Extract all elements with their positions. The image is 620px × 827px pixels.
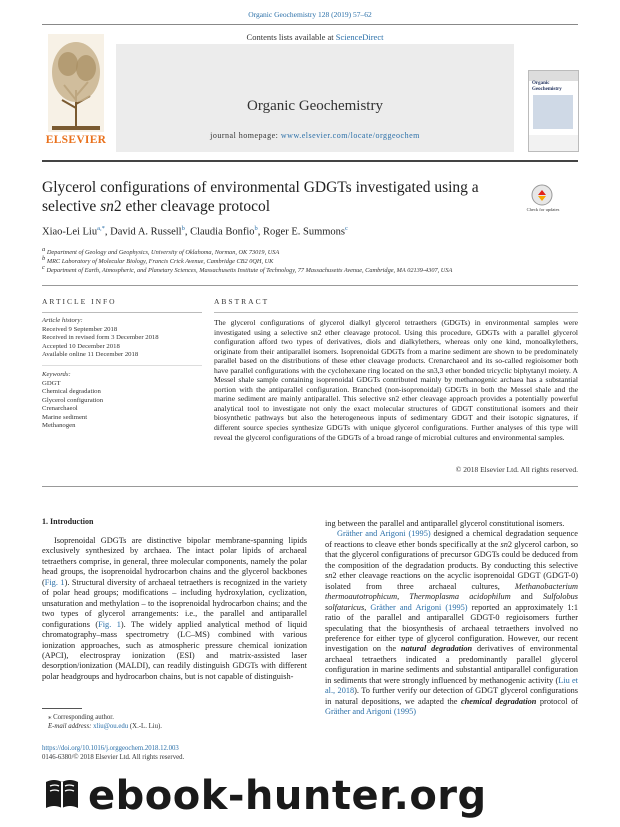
author-email-link[interactable]: xliu@ou.edu <box>93 723 129 730</box>
citation-grather-arigoni[interactable]: Gräther and Arigoni (1995) <box>337 529 431 539</box>
keyword: Chemical degradation <box>42 388 101 395</box>
watermark-text: ebook-hunter.org <box>88 773 487 819</box>
affiliation-b: $^b$ MRC Laboratory of Molecular Biology, Francis Crick Avenue, Cambridge CB2 0QH, UK <box>42 255 274 266</box>
doi-link[interactable]: https://doi.org/10.1016/j.orggeochem.2018.12.003 <box>42 745 179 752</box>
history-item: Available online 11 December 2018 <box>42 351 139 358</box>
citation-liu-2018[interactable]: Liu et al., 2018 <box>325 675 578 696</box>
history-label: Article history: <box>42 317 83 324</box>
doi-block: https://doi.org/10.1016/j.orggeochem.2018.12.003 0146-6380/© 2018 Elsevier Ltd. All rights reserved. <box>42 745 185 761</box>
keyword: Marine sediment <box>42 413 88 421</box>
article-info-rule <box>42 312 202 313</box>
journal-homepage: journal homepage: www.elsevier.com/locate/orggeochem <box>210 131 420 140</box>
history-item: Received 9 September 2018 <box>42 325 118 333</box>
abstract-copyright: © 2018 Elsevier Ltd. All rights reserved. <box>455 465 578 474</box>
keywords <box>42 371 207 431</box>
author-list: Xiao-Lei Liu$^{a,*}$, David A. Russell$^b$, Claudia Bonfio$^b$, Roger E. Summons$^c$ <box>42 225 348 238</box>
affiliation-c: $^c$ Department of Earth, Atmospheric, and Planetary Sciences, Massachusetts Institute of Technology, 77 Massachusetts Avenue, Cambridge, MA 02139-4307, USA <box>42 264 453 275</box>
homepage-link[interactable]: www.elsevier.com/locate/orggeochem <box>280 131 420 140</box>
keyword: Methanogen <box>42 422 76 429</box>
book-icon <box>42 774 82 814</box>
journal-cover-thumbnail[interactable] <box>528 70 579 152</box>
author-affiliation-marker[interactable]: b <box>254 225 258 232</box>
article-info-heading: ARTICLE INFO <box>42 297 117 306</box>
keywords-divider <box>42 365 202 366</box>
section-heading-introduction: 1. Introduction <box>42 517 94 526</box>
author-affiliation-marker[interactable]: a,* <box>97 225 105 232</box>
journal-title: Organic Geochemistry <box>247 98 383 114</box>
publisher-name: ELSEVIER <box>45 134 107 146</box>
history-item: Accepted 10 December 2018 <box>42 342 120 350</box>
check-for-updates-label[interactable]: Check for updates <box>526 207 560 212</box>
affiliation-a: $^a$ Department of Geology and Geophysics, University of Oklahoma, Norman, OK 73019, USA <box>42 246 280 257</box>
journal-reference[interactable]: Organic Geochemistry 128 (2019) 57–62 <box>248 10 372 19</box>
figure-1-link[interactable]: Fig. 1 <box>98 619 121 629</box>
author[interactable]: Roger E. Summons <box>263 226 346 238</box>
watermark-banner <box>42 766 620 827</box>
keyword: Crenarchaeol <box>42 405 78 412</box>
footnote-rule <box>42 708 82 709</box>
keywords-label: Keywords: <box>42 371 71 378</box>
intro-left-column: Isoprenoidal GDGTs are distinctive bipolar membrane-spanning lipids exclusively synthesized by archaea. The intact polar lipids of archaeal tetraethers comprise, in general, three molecular components, namely the polar head groups, the isoprenoidal hydrocarbon chains and the glycerol backbones (Fig. 1). Structural diversity of archaeal tetraethers is recognized in the variety of polar head groups; modifications – including hydroxylation, cyclization, unsaturation and methylation – to the isoprenoidal hydrocarbon chains; and the two types of glycerol arrangements: i.e., the parallel and antiparallel configurations (Fig. 1). The widely applied analytical method of liquid chromatography–mass spectrometry (LC–MS) combined with various ionization approaches, such as atmospheric pressure chemical ionization (APCI), electrospray ionization (ESI) and matrix-assisted laser desorption/ionization (MALDI), can readily distinguish GDGTs with different polar headgroups and hydrocarbon chains, but is not capable of distinguish- <box>42 536 308 681</box>
citation-grather-arigoni[interactable]: Gräther and Arigoni (1995) <box>325 707 417 717</box>
sciencedirect-link[interactable]: ScienceDirect <box>335 32 384 42</box>
author-affiliation-marker[interactable]: b <box>181 225 185 232</box>
cover-title: Organic Geochemistry <box>532 81 562 92</box>
author-affiliation-marker[interactable]: c <box>345 225 348 232</box>
abstract-body: The glycerol configurations of glycerol dialkyl glycerol tetraethers (GDGTs) in environmental samples were investigated using a selective sn2 ether cleavage protocol. Using this procedure, GDGTs with a parallel glycerol configuration afford two types of derivatives, diols and dialkylethers, whereas only one kind, monoalkylethers, originate from their antiparallel isomers. Isoprenoidal GDGTs from a marine sediment are shown to be predominately parallel based on the distributions of these ether cleavage products. Crenarchaeol and its so-called regioisomer both have parallel configurations with the cyclohexane ring located on the sn3,3 ether bonded tricyclic biphytanyl moiety. A Messel shale sample containing isoprenoidal GDGTs contributed mainly by methanogenic archaea has a substantial portion with the antiparallel configuration. Branched (non-isoprenoidal) GDGTs in both the Messel shale and the marine sediment are mainly antiparallel. This selective sn2 ether cleavage approach provides a potentially powerful analytical tool to investigate not only the exact molecular structures of GDGT constitutional isomers and their biosynthetic pathways but also the heterogeneous inputs of sedimentary GDGT and their isotopic signatures, if different source species synthesize GDGTs with unique glycerol configurations. Further analyses of this type will reveal the glycerol configurations of the GDGTs of a broad range of microbial cultures and environmental samples. <box>214 318 578 442</box>
abstract-rule <box>214 312 578 313</box>
corresponding-author-footnote: ⁎ Corresponding author. E-mail address: xliu@ou.edu (X.-L. Liu). <box>48 714 163 730</box>
header-bottom-rule <box>42 160 578 162</box>
elsevier-tree-logo[interactable] <box>42 30 110 148</box>
keyword: Glycerol configuration <box>42 396 104 404</box>
keyword: GDGT <box>42 379 61 387</box>
contents-line: Contents lists available at ScienceDirect <box>246 32 384 42</box>
section-divider <box>42 285 578 286</box>
author[interactable]: David A. Russell <box>110 226 182 238</box>
article-history <box>42 317 207 360</box>
history-item: Received in revised form 3 December 2018 <box>42 334 159 341</box>
article-title: Glycerol configurations of environmental GDGTs investigated using a selective sn2 ether cleavage protocol <box>42 179 479 215</box>
author[interactable]: Xiao-Lei Liu <box>42 226 98 238</box>
author[interactable]: Claudia Bonfio <box>190 226 255 238</box>
front-matter-bottom-rule <box>42 486 578 487</box>
abstract-heading: ABSTRACT <box>214 297 270 306</box>
citation-grather-arigoni[interactable]: Gräther and Arigoni (1995) <box>370 602 468 612</box>
figure-1-link[interactable]: Fig. 1 <box>44 577 65 587</box>
cover-figure <box>533 95 573 129</box>
intro-right-column: ing between the parallel and antiparallel glycerol constitutional isomers. Gräther and Arigoni (1995) designed a chemical degradation sequence of reactions to cleave ether bonds specifically at the sn2 glycerol carbon, so that the glycerol configurations of precursor GDGTs could be deduced from the composition of the degradation products. By conducting this selective sn2 ether cleavage reactions on the acyclic isoprenoidal GDGT (GDGT-0) isolated from three archaeal cultures, Methanobacterium thermoautotrophicum, Thermoplasma acidophilum and Sulfolobus solfataricus, Gräther and Arigoni (1995) reported an approximately 1:1 ratio of the parallel and antiparallel GDGT-0 regioisomers further speculating that the biosynthesis of archaeal tetraethers involved no preference for either type of glycerol configuration. However, our recent investigation on the natural degradation derivatives of environmental archaeal tetraethers indicated a predominantly parallel glycerol configuration in marine sediments and substantial antiparallel configuration in sediments that were strongly influenced by methanogenic activity (Liu et al., 2018). To further verify our detection of GDGT glycerol configurations in natural depositions, we adapted the chemical degradation protocol of Gräther and Arigoni (1995) <box>325 519 578 717</box>
header-top-rule <box>42 24 578 25</box>
